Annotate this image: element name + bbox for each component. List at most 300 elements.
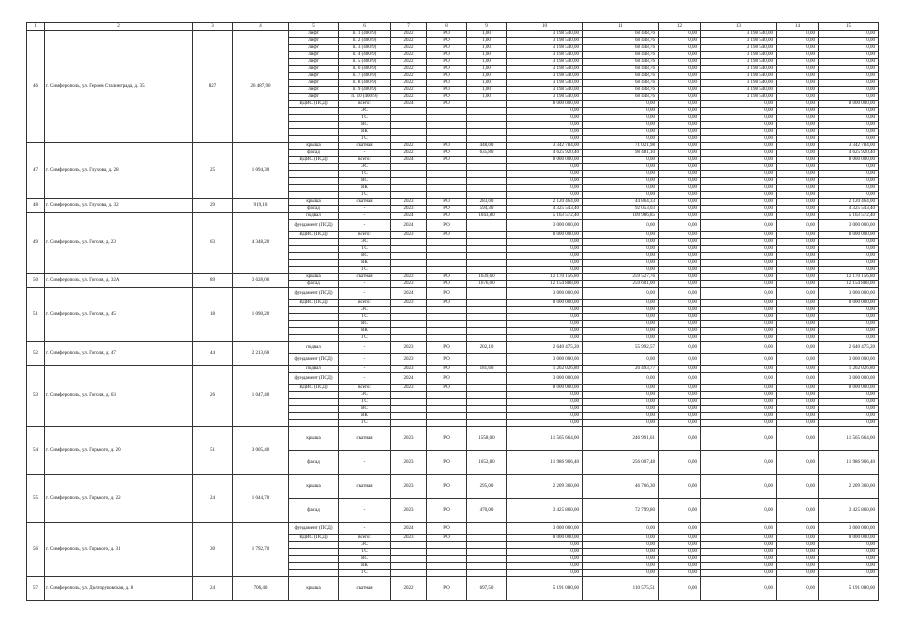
table-cell: 0,00 (819, 335, 879, 342)
table-cell: 0,00 (701, 129, 777, 136)
area-cell: 1 090,20 (233, 288, 289, 342)
table-cell: ГС (339, 335, 391, 342)
table-cell: 0,00 (701, 239, 777, 246)
table-cell: 0,00 (777, 399, 819, 406)
table-cell: подвал (289, 213, 339, 220)
table-cell: 0,00 (777, 129, 819, 136)
table-cell: 2 209 360,00 (819, 475, 879, 499)
table-cell: скатная (339, 427, 391, 451)
table-cell: 0,00 (701, 101, 777, 108)
table-cell: лифт (289, 31, 339, 38)
table-cell: 0,00 (777, 451, 819, 475)
table-cell: 0,00 (701, 267, 777, 274)
table-cell: 0,00 (659, 577, 701, 601)
table-cell: 2024 (391, 101, 427, 108)
table-cell: 8 000 000,00 (507, 535, 583, 542)
table-cell: 0,00 (819, 253, 879, 260)
table-cell: 0,00 (659, 314, 701, 321)
column-header: 13 (701, 23, 777, 31)
table-cell: 3 000 000,00 (507, 523, 583, 535)
table-cell: 0,00 (777, 314, 819, 321)
table-cell: 259 527,76 (583, 274, 659, 281)
table-cell: 0,00 (777, 59, 819, 66)
table-cell (391, 399, 427, 406)
table-cell: 0,00 (659, 171, 701, 178)
table-cell: 3 198 540,00 (701, 52, 777, 59)
table-cell (391, 185, 427, 192)
table-cell (467, 335, 507, 342)
table-cell: РО (427, 475, 467, 499)
table-cell: 0,00 (507, 399, 583, 406)
table-cell (289, 570, 339, 577)
table-cell: 0,00 (583, 535, 659, 542)
address-cell: г. Симферополь, ул. Гоголя, д. 45 (45, 288, 193, 342)
row-number-cell: 52 (27, 342, 45, 366)
table-cell: 4 625 920,40 (507, 150, 583, 157)
table-cell: фундамент (ПСД) (289, 288, 339, 300)
table-row (27, 274, 879, 281)
table-cell: 2 640 475,20 (507, 342, 583, 354)
table-cell: 0,00 (583, 420, 659, 427)
table-cell: РО (427, 94, 467, 101)
table-cell: 0,00 (701, 570, 777, 577)
table-cell: 0,00 (777, 549, 819, 556)
table-cell: 0,00 (701, 171, 777, 178)
table-cell: РО (427, 232, 467, 239)
table-cell (467, 570, 507, 577)
table-cell (467, 556, 507, 563)
area-cell: 706,40 (233, 577, 289, 601)
table-cell: 0,00 (507, 108, 583, 115)
table-cell (391, 115, 427, 122)
table-cell: 0,00 (701, 577, 777, 601)
table-cell: 0,00 (701, 246, 777, 253)
table-cell: 0,00 (819, 31, 879, 38)
table-cell: всего: (339, 385, 391, 392)
table-cell: 1 262 026,80 (819, 366, 879, 373)
table-cell: РО (427, 427, 467, 451)
table-cell: 0,00 (819, 321, 879, 328)
table-cell: 0,00 (507, 570, 583, 577)
table-cell: 0,00 (583, 542, 659, 549)
table-cell: 0,00 (701, 342, 777, 354)
table-cell (467, 399, 507, 406)
table-cell: 0,00 (701, 150, 777, 157)
table-cell: фасад (289, 281, 339, 288)
table-cell: 0,00 (819, 260, 879, 267)
table-cell: 2024 (391, 523, 427, 535)
table-cell: 0,00 (701, 164, 777, 171)
table-cell: 5 191 080,00 (819, 577, 879, 601)
table-cell: 1,00 (467, 80, 507, 87)
table-cell: 0,00 (583, 385, 659, 392)
table-cell (289, 556, 339, 563)
table-cell: 0,00 (659, 178, 701, 185)
table-cell: 0,00 (583, 267, 659, 274)
table-cell: 0,00 (507, 267, 583, 274)
row-number-cell: 56 (27, 523, 45, 577)
table-cell: 0,00 (659, 328, 701, 335)
table-cell: 8 000 000,00 (819, 157, 879, 164)
table-cell: ВК (339, 328, 391, 335)
table-cell: 0,00 (659, 556, 701, 563)
table-cell: 0,00 (701, 122, 777, 129)
table-cell: 0,00 (583, 335, 659, 342)
table-cell: п. 10 (400/9) (339, 94, 391, 101)
table-cell: 68 448,76 (583, 73, 659, 80)
table-cell: 0,00 (777, 321, 819, 328)
table-cell: 0,00 (659, 206, 701, 213)
table-cell (467, 406, 507, 413)
table-cell (391, 563, 427, 570)
table-cell: 0,00 (583, 563, 659, 570)
table-cell: 0,00 (659, 52, 701, 59)
table-cell: 0,00 (507, 136, 583, 143)
table-row (27, 143, 879, 150)
table-cell: 0,00 (659, 220, 701, 232)
table-cell: 2023 (391, 274, 427, 281)
table-cell: 0,00 (819, 45, 879, 52)
table-cell: 2022 (391, 94, 427, 101)
table-cell (427, 185, 467, 192)
table-cell: - (339, 220, 391, 232)
table-cell: 8 000 000,00 (507, 300, 583, 307)
table-cell: 0,00 (777, 563, 819, 570)
table-cell: 2023 (391, 199, 427, 206)
table-cell: 68 448,76 (583, 94, 659, 101)
table-cell (467, 136, 507, 143)
table-cell: 0,00 (507, 420, 583, 427)
table-cell: РО (427, 288, 467, 300)
table-cell: лифт (289, 59, 339, 66)
table-cell (391, 192, 427, 199)
table-cell: ГС (339, 267, 391, 274)
table-cell: 0,00 (583, 157, 659, 164)
table-cell: 8 000 000,00 (819, 300, 879, 307)
table-cell: 0,00 (659, 406, 701, 413)
table-cell: 0,00 (777, 577, 819, 601)
table-cell: 0,00 (507, 321, 583, 328)
header-row (27, 23, 879, 31)
area-cell: 1 792,70 (233, 523, 289, 577)
table-cell: 0,00 (701, 274, 777, 281)
table-cell: 46 766,30 (583, 475, 659, 499)
table-cell: 594,30 (467, 206, 507, 213)
table-cell: 0,00 (701, 220, 777, 232)
table-cell: 3 000 000,00 (507, 373, 583, 385)
table-cell: 0,00 (777, 87, 819, 94)
table-cell: РО (427, 274, 467, 281)
table-cell: 0,00 (777, 220, 819, 232)
table-cell: 0,00 (583, 164, 659, 171)
table-cell: ГС (339, 192, 391, 199)
table-row (27, 288, 879, 300)
table-cell: 0,00 (777, 101, 819, 108)
table-cell: 1,00 (467, 66, 507, 73)
table-cell: 0,00 (777, 413, 819, 420)
table-cell: 0,00 (701, 108, 777, 115)
table-cell: ВС (339, 253, 391, 260)
table-cell (427, 307, 467, 314)
table-cell: 2023 (391, 300, 427, 307)
table-cell: 0,00 (777, 427, 819, 451)
table-cell: 2023 (391, 354, 427, 366)
table-cell: 0,00 (819, 52, 879, 59)
table-cell: 2022 (391, 150, 427, 157)
column-header: 4 (233, 23, 289, 31)
table-cell: 2023 (391, 475, 427, 499)
table-cell: РО (427, 150, 467, 157)
table-cell (467, 549, 507, 556)
table-cell: 0,00 (777, 300, 819, 307)
table-cell: 0,00 (659, 143, 701, 150)
table-cell: 0,00 (777, 392, 819, 399)
table-cell (391, 164, 427, 171)
table-cell: 72 799,80 (583, 499, 659, 523)
table-cell: 0,00 (507, 122, 583, 129)
table-cell (467, 178, 507, 185)
table-cell (391, 542, 427, 549)
table-cell: 1,00 (467, 52, 507, 59)
table-cell (289, 413, 339, 420)
column-header: 12 (659, 23, 701, 31)
table-cell: 5 191 080,00 (507, 577, 583, 601)
table-cell (289, 549, 339, 556)
table-cell: 0,00 (659, 164, 701, 171)
table-cell: фундамент (ПСД) (289, 220, 339, 232)
table-cell: 3 198 540,00 (507, 59, 583, 66)
table-cell: 0,00 (777, 199, 819, 206)
table-cell: 2022 (391, 38, 427, 45)
table-cell: 0,00 (507, 164, 583, 171)
table-cell: 0,00 (659, 300, 701, 307)
table-cell: ГС (339, 136, 391, 143)
table-cell: 0,00 (507, 115, 583, 122)
table-cell: 0,00 (819, 399, 879, 406)
table-cell: 0,00 (701, 366, 777, 373)
table-cell: 259 601,00 (583, 281, 659, 288)
table-cell (289, 392, 339, 399)
table-cell: лифт (289, 66, 339, 73)
table-cell: 0,00 (819, 406, 879, 413)
table-cell: 68 448,76 (583, 38, 659, 45)
table-cell (289, 239, 339, 246)
table-cell (289, 171, 339, 178)
table-cell: 0,00 (701, 542, 777, 549)
address-cell: г. Симферополь, ул. Гоголя, д. 47 (45, 342, 193, 366)
table-cell: 0,00 (659, 136, 701, 143)
table-cell (391, 267, 427, 274)
table-cell: 0,00 (659, 373, 701, 385)
table-cell: - (339, 451, 391, 475)
table-cell (427, 570, 467, 577)
table-cell: 0,00 (507, 549, 583, 556)
table-cell (467, 157, 507, 164)
table-cell: 0,00 (819, 80, 879, 87)
table-cell (391, 420, 427, 427)
table-cell: 0,00 (701, 354, 777, 366)
table-cell (467, 288, 507, 300)
table-cell: 2 209 360,00 (507, 475, 583, 499)
table-cell: 55 992,57 (583, 342, 659, 354)
table-cell (391, 556, 427, 563)
table-row (27, 577, 879, 601)
table-cell: 0,00 (659, 94, 701, 101)
table-cell: 0,00 (701, 385, 777, 392)
table-cell (427, 399, 467, 406)
table-cell: 0,00 (777, 150, 819, 157)
table-cell: 0,00 (659, 260, 701, 267)
table-cell: 1652,80 (467, 451, 507, 475)
table-row (27, 366, 879, 373)
table-cell: 0,00 (507, 185, 583, 192)
table-cell: 0,00 (777, 94, 819, 101)
table-cell: 0,00 (507, 129, 583, 136)
table-cell: 0,00 (777, 45, 819, 52)
apartments-cell: 25 (193, 143, 233, 199)
table-row (27, 213, 879, 220)
table-cell: 0,00 (701, 185, 777, 192)
table-cell: 0,00 (659, 451, 701, 475)
column-header: 8 (427, 23, 467, 31)
table-cell: 0,00 (659, 307, 701, 314)
table-cell: 0,00 (659, 101, 701, 108)
table-cell: РО (427, 535, 467, 542)
table-cell: 0,00 (819, 185, 879, 192)
table-cell: 2024 (391, 213, 427, 220)
table-cell: 0,00 (819, 420, 879, 427)
table-cell: 92 053,03 (583, 206, 659, 213)
column-header: 14 (777, 23, 819, 31)
table-cell: 0,00 (659, 342, 701, 354)
table-cell: 4 625 920,40 (819, 150, 879, 157)
table-cell: 1,00 (467, 59, 507, 66)
column-header: 5 (289, 23, 339, 31)
table-cell: 68 448,76 (583, 31, 659, 38)
table-cell (427, 314, 467, 321)
table-cell (391, 328, 427, 335)
column-header: 1 (27, 23, 45, 31)
table-cell: 0,00 (583, 413, 659, 420)
area-cell: 3 628,00 (233, 274, 289, 288)
table-cell: 0,00 (777, 267, 819, 274)
table-cell: 1639,60 (467, 274, 507, 281)
table-cell (467, 307, 507, 314)
table-cell: лифт (289, 52, 339, 59)
table-cell: 0,00 (701, 178, 777, 185)
table-cell: 5 163 572,40 (507, 213, 583, 220)
table-cell: 8 000 000,00 (819, 535, 879, 542)
table-cell: 0,00 (659, 354, 701, 366)
table-cell (427, 260, 467, 267)
address-cell: г. Симферополь, ул. Глухова, д. 32 (45, 199, 193, 213)
table-row (27, 475, 879, 499)
table-cell: 0,00 (659, 38, 701, 45)
table-cell: 0,00 (583, 523, 659, 535)
table-cell: 0,00 (819, 563, 879, 570)
table-body (27, 31, 879, 601)
table-cell: фундамент (ПСД) (289, 354, 339, 366)
table-cell: РО (427, 73, 467, 80)
table-cell: фасад (289, 206, 339, 213)
table-cell: 0,00 (659, 335, 701, 342)
row-number-cell: 51 (27, 288, 45, 342)
table-cell: ВС (339, 178, 391, 185)
table-cell (289, 253, 339, 260)
table-cell: крыша (289, 274, 339, 281)
table-cell: п. 7 (400/9) (339, 73, 391, 80)
table-cell: 0,00 (701, 523, 777, 535)
table-cell (427, 328, 467, 335)
table-cell: 68 448,76 (583, 87, 659, 94)
table-cell (427, 549, 467, 556)
table-cell: 26 493,77 (583, 366, 659, 373)
table-cell: 1558,00 (467, 427, 507, 451)
table-cell: 11 565 664,00 (507, 427, 583, 451)
table-cell: 0,00 (659, 281, 701, 288)
table-cell: 0,00 (701, 314, 777, 321)
table-cell: 3 342 784,00 (507, 143, 583, 150)
table-cell: 0,00 (659, 399, 701, 406)
table-cell: 0,00 (659, 108, 701, 115)
table-cell: 0,00 (583, 232, 659, 239)
table-cell: 0,00 (583, 192, 659, 199)
table-cell: 8 000 000,00 (507, 232, 583, 239)
table-cell: 0,00 (701, 232, 777, 239)
table-cell: всего: (339, 101, 391, 108)
area-cell: 26 487,90 (233, 31, 289, 143)
table-cell: ТС (339, 314, 391, 321)
table-cell: 0,00 (701, 253, 777, 260)
table-cell: скатная (339, 274, 391, 281)
table-cell: 0,00 (507, 406, 583, 413)
table-cell (391, 549, 427, 556)
table-cell (427, 420, 467, 427)
table-cell: 0,00 (659, 542, 701, 549)
row-number-cell: 49 (27, 213, 45, 274)
table-cell: 0,00 (659, 321, 701, 328)
table-cell: 0,00 (819, 314, 879, 321)
table-cell: 0,00 (507, 392, 583, 399)
table-cell: 0,00 (659, 199, 701, 206)
table-cell: 0,00 (507, 542, 583, 549)
table-cell: 2023 (391, 281, 427, 288)
table-cell (427, 406, 467, 413)
table-cell: 2023 (391, 451, 427, 475)
table-cell (391, 246, 427, 253)
table-cell: 0,00 (819, 549, 879, 556)
table-cell: 68 448,76 (583, 80, 659, 87)
table-cell: 3 198 540,00 (701, 94, 777, 101)
table-cell (467, 523, 507, 535)
table-cell: 0,00 (583, 354, 659, 366)
table-cell (427, 321, 467, 328)
table-cell: 3 198 540,00 (507, 73, 583, 80)
apartments-cell: 44 (193, 342, 233, 366)
table-cell: 0,00 (701, 199, 777, 206)
row-number-cell: 55 (27, 475, 45, 523)
table-cell: ТС (339, 115, 391, 122)
table-cell: 11 986 966,40 (819, 451, 879, 475)
table-cell: 0,00 (507, 192, 583, 199)
table-cell: 0,00 (777, 157, 819, 164)
apartments-cell: 24 (193, 475, 233, 523)
table-cell (427, 129, 467, 136)
table-cell (391, 129, 427, 136)
table-cell: 295,00 (467, 475, 507, 499)
table-cell: всего: (339, 300, 391, 307)
table-cell (467, 253, 507, 260)
